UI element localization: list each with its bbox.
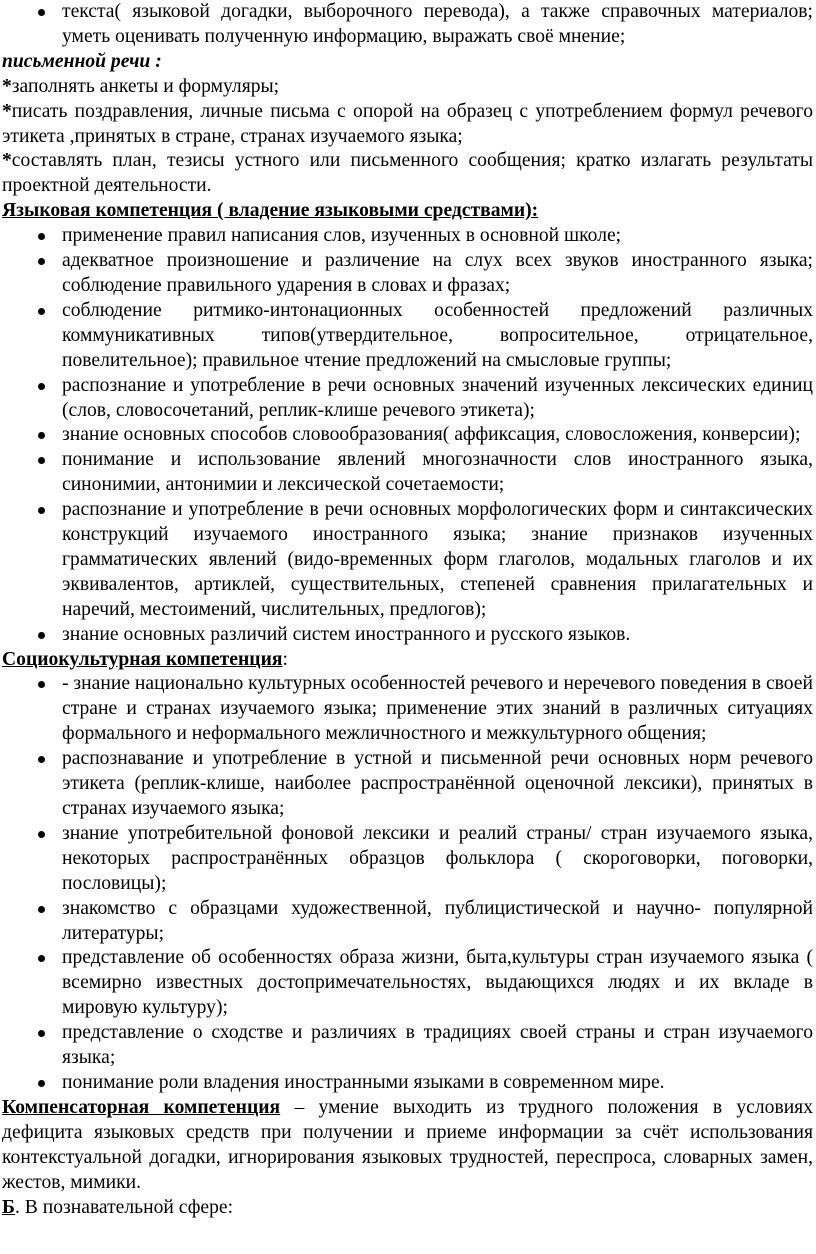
heading-colon: : — [282, 648, 288, 670]
written-item-text: заполнять анкеты и формуляры; — [11, 75, 280, 97]
written-speech-heading: письменной речи : — [2, 50, 162, 72]
written-item — [2, 149, 813, 199]
compensatory-paragraph — [2, 1096, 813, 1196]
asterisk-marker: * — [2, 150, 12, 172]
section-b-letter: Б — [2, 1196, 15, 1218]
written-item — [2, 100, 813, 150]
section-b-line — [2, 1196, 813, 1221]
list-item: распознание и употребление в речи основных морфологических форм и синтаксических конструкций изучаемого иностранного языка; знание признаков изученных грамматических явлений (видо-временных форм глаголов, модальных глаголов и их эквивалентов, артиклей, существительных, степеней сравнения прилагательных и наречий, местоимений, числительных, предлогов); — [2, 498, 813, 623]
list-item: знание употребительной фоновой лексики и реалий страны/ стран изучаемого языка, некоторых распространённых образцов фольклора ( скороговорки, поговорки, пословицы); — [2, 822, 813, 897]
sociocultural-list — [2, 672, 813, 1095]
list-item: текста( языковой догадки, выборочного перевода), а также справочных материалов; уметь оценивать полученную информацию, выражать своё мнение; — [2, 0, 813, 50]
compensatory-text: – умение выходить из трудного положения в условиях дефицита языковых средств при получении и приеме информации за счёт использования контекстуальной догадки, игнорирования языковых трудностей, переспроса, словарных замен, жестов, мимики. — [2, 1096, 813, 1193]
list-item: представление об особенностях образа жизни, быта,культуры стран изучаемого языка ( всемирно известных достопримечательностях, выдающихся людях и их вкладе в мировую культуру); — [2, 946, 813, 1021]
list-item: знание основных способов словообразования( аффиксация, словосложения, конверсии); — [2, 423, 813, 448]
written-item-text: составлять план, тезисы устного или письменного сообщения; кратко излагать результаты проектной деятельности. — [2, 150, 813, 197]
written-item-text: писать поздравления, личные письма с опорой на образец с употреблением формул речевого этикета ,принятых в стране, странах изучаемого языка; — [2, 100, 813, 147]
list-item: соблюдение ритмико-интонационных особенностей предложений различных коммуникативных типов(утвердительное, вопросительное, отрицательное, повелительное); правильное чтение предложений на смысловые группы; — [2, 299, 813, 374]
written-item — [2, 75, 813, 100]
list-item: распознание и употребление в речи основных значений изученных лексических единиц (слов, словосочетаний, реплик-клише речевого этикета); — [2, 374, 813, 424]
language-competence-list — [2, 224, 813, 647]
list-item: понимание и использование явлений многозначности слов иностранного языка, синонимии, антонимии и лексической сочетаемости; — [2, 448, 813, 498]
asterisk-marker: * — [2, 100, 12, 122]
list-item: применение правил написания слов, изученных в основной школе; — [2, 224, 813, 249]
list-item: знание основных различий систем иностранного и русского языков. — [2, 623, 813, 648]
list-item: представление о сходстве и различиях в традициях своей страны и стран изучаемого языка; — [2, 1021, 813, 1071]
list-item: понимание роли владения иностранными языками в современном мире. — [2, 1071, 813, 1096]
language-competence-heading: Языковая компетенция ( владение языковыми средствами): — [2, 200, 539, 222]
list-item: - знание национально культурных особенностей речевого и неречевого поведения в своей стране и странах изучаемого языка; применение этих знаний в различных ситуациях формального и неформального межличностного и межкультурного общения; — [2, 672, 813, 747]
asterisk-marker: * — [2, 75, 12, 97]
bullet-list-top — [2, 0, 813, 50]
compensatory-heading: Компенсаторная компетенция — [2, 1096, 281, 1118]
list-item: знакомство с образцами художественной, публицистической и научно- популярной литературы; — [2, 897, 813, 947]
sociocultural-heading-line — [2, 648, 813, 673]
sociocultural-heading: Социокультурная компетенция — [2, 648, 283, 670]
list-item: распознавание и употребление в устной и письменной речи основных норм речевого этикета (реплик-клише, наиболее распространённой оценочной лексики), принятых в странах изучаемого языка; — [2, 747, 813, 822]
list-item: адекватное произношение и различение на слух всех звуков иностранного языка; соблюдение правильного ударения в словах и фразах; — [2, 249, 813, 299]
section-b-text: . В познавательной сфере: — [14, 1196, 234, 1218]
